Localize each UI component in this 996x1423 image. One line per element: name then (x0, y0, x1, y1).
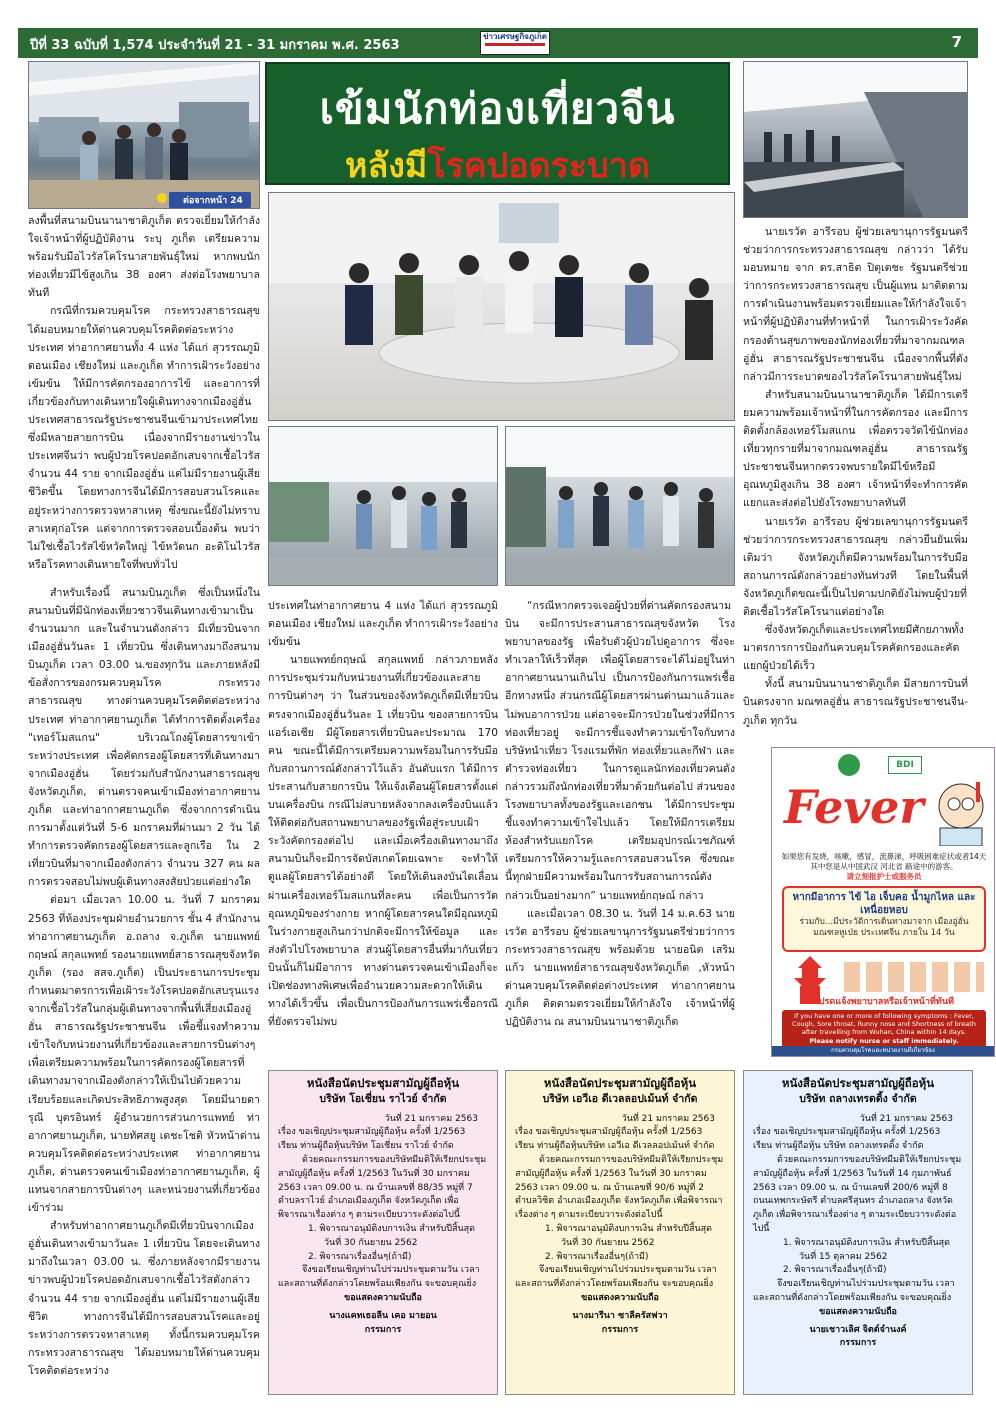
article-paragraph: และเมื่อเวลา 08.30 น. วันที่ 14 ม.ค.63 นายเรวัต อารีรอบ ผู้ช่วยเลขานุการรัฐมนตรีช่วยว่าการกระทรวงสาธารณสุข พร้อมด้วย นายอนิต เสริมแก้ว นายแพทย์สาธารณสุขจังหวัดภูเก็ต ,หัวหน้าด่านควบคุมโรคติดต่อต่างประเทศ ท่าอากาศยานภูเก็ต ติดตามตรวจเยี่ยมให้กำลังใจ เจ้าหน้าที่ผู้ปฏิบัติงาน ณ สนามบินนานาชาติภูเก็ต (505, 907, 735, 1029)
airport-scene-illustration (29, 62, 260, 209)
shareholder-notice-1: หนังสือนัดประชุมสามัญผู้ถือหุ้น บริษัท โอเชี่ยน ราไวย์ จำกัด วันที่ 21 มกราคม 2563 เรื่อง ขอเชิญประชุมสามัญผู้ถือหุ้น ครั้งที่ 1/2563 เรียน ท่านผู้ถือหุ้นบริษัท โอเชี่ยน ราไวย์ จำกัด ด้วยคณะกรรมการของบริษัทมีมติให้เรียกประชุมสามัญผู้ถือหุ้น ครั้งที่ 1/2563 ในวันที่ 30 มกราคม 2563 เวลา 09.00 น. ณ บ้านเลขที่ 88/35 หมู่ที่ 7 ตำบลราไวย์ อำเภอเมืองภูเก็ต จังหวัดภูเก็ต เพื่อพิจารณาเรื่องต่าง ๆ ตามระเบียบวาระดังต่อไปนี้ 1. พิจารณาอนุมัติงบการเงิน สำหรับปีสิ้นสุด วันที่ 30 กันยายน 2562 2. พิจารณาเรื่องอื่นๆ(ถ้ามี) จึงขอเรียนเชิญท่านไปร่วมประชุมตามวัน เวลา และสถานที่ดังกล่าวโดยพร้อมเพียงกัน จะขอบคุณยิ่ง ขอแสดงความนับถือ นางแคทเธอลีน เคอ มายอน กรรมการ (268, 1070, 498, 1395)
thai-notice-box: หากมีอาการ ไข้ ไอ เจ็บคอ น้ำมูกไหล และเหนื่อยหอบ ร่วมกับ...มีประวัติการเดินทางมาจาก เมืองอู่ฮั่น มณฑลหูเป่ย ประเทศจีน ภายใน 14 วัน (782, 886, 986, 952)
article-column-4 (743, 223, 968, 743)
meeting-scene-illustration (269, 193, 735, 421)
newspaper-logo: ข่าวเศรษฐกิจภูเก็ต (480, 31, 550, 55)
shareholder-notice-2: หนังสือนัดประชุมสามัญผู้ถือหุ้น บริษัท เอวีเอ ดีเวลลอปเม้นท์ จำกัด วันที่ 21 มกราคม 2563 เรื่อง ขอเชิญประชุมสามัญผู้ถือหุ้น ครั้งที่ 1/2563 เรียน ท่านผู้ถือหุ้นบริษัท เอวีเอ ดีเวลลอปเม้นท์ จำกัด ด้วยคณะกรรมการของบริษัทมีมติให้เรียกประชุมสามัญผู้ถือหุ้น ครั้งที่ 1/2563 ในวันที่ 30 มกราคม 2563 เวลา 09.00 น. ณ บ้านเลขที่ 90/6 หมู่ที่ 2 ตำบลวิชิต อำเภอเมืองภูเก็ต จังหวัดภูเก็ต เพื่อพิจารณาเรื่องต่าง ๆ ตามระเบียบวาระดังต่อไปนี้ 1. พิจารณาอนุมัติงบการเงิน สำหรับปีสิ้นสุด วันที่ 30 กันยายน 2562 2. พิจารณาเรื่องอื่นๆ(ถ้ามี) จึงขอเรียนเชิญท่านไปร่วมประชุมตามวัน เวลา และสถานที่ดังกล่าวโดยพร้อมเพียงกัน จะขอบคุณยิ่ง ขอแสดงความนับถือ นางมารีนา ซาลีครัสฟวา กรรมการ (505, 1070, 735, 1395)
continued-tag: ต่อจากหน้า 24 (169, 192, 251, 208)
article-column-1 (28, 212, 260, 1402)
article-paragraph: สำหรับท่าอากาศยานภูเก็ตมีเที่ยวบินจากเมืองอู่ฮั่นเดินทางเข้ามาวันละ 1 เที่ยวบิน โดยจะเดินทางมาถึงในเวลา 03.00 น. ซึ่งภายหลังจากมีรายงานข่าวพบผู้ป่วยโรคปอดอักเสบจากเชื้อไวรัสดังกล่าว จำนวน 44 ราย จากเมืองอู่ฮั่น แต่ไม่มีรายงานผู้เสียชีวิต ทางการจีนได้มีการสอบสวนโรคและอยู่ระหว่างการตรวจหาสาเหตุ ทั้งนี้กรมควบคุมโรค กระทรวงสาธารณสุข ได้มอบหมายให้ด่านควบคุมโรคติดต่อระหว่าง (28, 1220, 260, 1377)
page-header (18, 28, 978, 58)
inspection-walk-photo (268, 426, 498, 586)
article-paragraph: นายเรวัต อารีรอบ ผู้ช่วยเลขานุการรัฐมนตรีช่วยว่าการกระทรวงสาธารณสุข กล่าวว่า ได้รับมอบหมาย จาก ดร.สาธิต ปิตุเตชะ รัฐมนตรีช่วยว่าการกระทรวงสาธารณสุข เป็นผู้แทน มาติดตามการดำเนินงานพร้อมตรวจเยี่ยมและให้กำลังใจเจ้าหน้าที่ผู้ปฏิบัติงานที่ทำหน้าที่ ในการเฝ้าระวังคัดกรองด้านสุขภาพของนักท่องเที่ยวที่มาจากมณฑลอู่ฮั่น สาธารณรัฐประชาชนจีน เนื่องจากพื้นที่ดังกล่าวมีการระบาดของไวรัสโคโรนาสายพันธุ์ใหม่ (743, 226, 968, 383)
article-paragraph: นายแพทย์กฤษณ์ สกุลแพทย์ กล่าวภายหลังการประชุมร่วมกับหน่วยงานที่เกี่ยวข้องและสายการบินต่างๆ ว่า ในส่วนของจังหวัดภูเก็ตมีเที่ยวบินตรงจากเมืองอู่ฮั่นวันละ 1 เที่ยวบิน ของสายการบินแอร์เอเชีย มีผู้โดยสารเที่ยวบินละประมาณ 170 คน ขณะนี้ได้มีการเตรียมความพร้อมในการรับมือกับสถานการณ์ดังกล่าวไว้แล้ว อันดับแรก ได้มีการประสานกับสายการบิน ให้แจ้งเตือนผู้โดยสารตั้งแต่บนเครื่องบิน กรณีไม่สบายหลังจากลงเครื่องบินแล้วให้ติดต่อกับสถานพยาบาลของรัฐเพื่อสู่ระบบเฝ้าระวังคัดกรองต่อไป และเมื่อเครื่องเดินทางมาถึงสนามบินก็จะมีการจัดบัสเกตโดยเฉพาะ จะทำให้ดูแลผู้โดยสารได้อย่างดี โดยให้เดินลงบันไดเลื่อนผ่านเครื่องเทอร์โมสแกนที่ละคน เพื่อเป็นการวัดอุณหภูมิของร่างกาย หากผู้โดยสารคนใดมีอุณหภูมิในร่างกายสูงเกินกว่าปกติจะมีการให้ข้อมูล และส่งตัวไปโรงพยาบาล ส่วนผู้โดยสารอื่นที่มากับเที่ยวบินนั้นก็ไม่มีอาการ ทางด่านตรวจคนเข้าเมืองก็จะเปิดช่องทางพิเศษเพื่ออำนวยความสะดวกให้เดินทางได้เร็วขึ้น เพื่อเป็นการป้องกันการแพร่เชื้อกรณีที่ยังตรวจไม่พบ (268, 654, 498, 1029)
article-paragraph: “กรณีหากตรวจเจอผู้ป่วยที่ด่านคัดกรองสนามบิน จะมีการประสานสาธารณสุขจังหวัด โรงพยาบาลของรัฐ เพื่อรับตัวผู้ป่วยไปดูอาการ ซึ่งจะทำเวลาให้เร็วที่สุด เพื่อผู้โดยสารจะได้ไม่อยู่ในท่าอากาศยานนานเกินไป เป็นการป้องกันการแพร่เชื้ออีกทางหนึ่ง ส่วนกรณีผู้โดยสารผ่านด่านมาแล้วและไม่พบอาการป่วย แต่อาจจะมีการป่วยในช่วงที่มีการท่องเที่ยวอยู่ จะมีการชี้แจงทำความเข้าใจกับทางบริษัทนำเที่ยว โรงแรมที่พัก ท่องเที่ยวและกีฬา และตำรวจท่องเที่ยว ในการดูแลนักท่องเที่ยวคนดังกล่าวรวมถึงนักท่องเที่ยวที่มาด้วยกันต่อไป ส่วนของโรงพยาบาลทั้งของรัฐและเอกชน ได้มีการประชุมชี้แจงทำความเข้าใจไปแล้ว โดยให้มีการเตรียมห้องสำหรับแยกโรค เตรียมอุปกรณ์เวชภัณฑ์ เตรียมการให้ความรู้และการสอบสวนโรค ซึ่งขณะนี้ทุกฝ่ายมีความพร้อมในการรับสถานการณ์ดังกล่าวเป็นอย่างมาก” นายแพทย์กฤษณ์ กล่าว (505, 600, 735, 902)
article-paragraph: สำหรับสนามบินนานาชาติภูเก็ต ได้มีการเตรียมความพร้อมเจ้าหน้าที่ในการคัดกรอง และมีการติดตั้งกล้องเทอร์โมสแกน เพื่อตรวจวัดไข้นักท่องเที่ยวทุกรายที่มาจากมณฑลอู่ฮั่น สาธารณรัฐประชาชนจีนหากตรวจพบรายใดมีไข้หรือมีอุณหภูมิสูงเกิน 38 องศา เจ้าหน้าที่จะทำการคัดแยกและส่งต่อไปยังโรงพยาบาลทันที (743, 388, 968, 510)
article-paragraph: สำหรับเรื่องนี้ สนามบินภูเก็ต ซึ่งเป็นหนึ่งในสนามบินที่มีนักท่องเที่ยวชาวจีนเดินทางเข้ามาเป็นจำนวนมาก และในจำนวนดังกล่าว มีเที่ยวบินจากเมืองอู่ฮั่นวันละ 1 เที่ยวบิน ซึ่งเดินทางมาถึงสนามบินภูเก็ต เวลา 03.00 น.ของทุกวัน และภายหลังมีข้อสั่งการของกรมควบคุมโรค กระทรวงสาธารณสุข ทางด่านควบคุมโรคติดต่อระหว่างประเทศ ท่าอากาศยานภูเก็ต ได้ทำการติดตั้งเครื่อง "เทอร์โมสแกน" บริเวณโถงผู้โดยสารขาเข้าระหว่างประเทศ เพื่อคัดกรองผู้โดยสารที่เดินทางมาจากเมืองอู่ฮั่น โดยร่วมกับสำนักงานสาธารณสุขจังหวัดภูเก็ต, ด่านตรวจคนเข้าเมืองท่าอากาศยานภูเก็ต และท่าอากาศยานภูเก็ต ซึ่งจากการดำเนินการมาตั้งแต่วันที่ 5-6 มกราคมที่ผ่านมา 2 วัน ได้ทำการตรวจคัดกรองผู้โดยสารและลูกเรือ ใน 2 เที่ยวบินที่มาจากเมืองดังกล่าว จำนวน 327 คน ผลการตรวจสอบไม่พบผู้เดินทางสงสัยป่วยแต่อย่างใด (28, 586, 260, 889)
article-column-2 (268, 597, 498, 1067)
walk-scene-illustration (269, 427, 498, 586)
notify-staff-banner: โปรดแจ้งพยาบาลหรือเจ้าหน้าที่ทันที (814, 997, 954, 1007)
people-icons-row (844, 962, 984, 992)
airport-screening-photo (28, 61, 260, 209)
ministry-logo-icon (838, 754, 860, 776)
advert-footer: กรมควบคุมโรคและหน่วยงานที่เกี่ยวข้อง (772, 1046, 994, 1056)
article-paragraph: ซึ่งจังหวัดภูเก็ตและประเทศไทยมีศักยภาพทั้งมาตรการการป้องกันควบคุมโรคคัดกรองและคัดแยกผู้ป่วยได้เร็ว (743, 624, 964, 673)
fever-advert (771, 747, 995, 1057)
terminal-escalator-photo (743, 61, 968, 218)
article-paragraph: ทั้งนี้ สนามบินนานาชาติภูเก็ต มีสายการบินที่บินตรงจาก มณฑลอู่ฮั่น สาธารณรัฐประชาชนจีน- ภูเก็ต ทุกวัน (743, 678, 968, 727)
bullet-dot-icon (157, 193, 167, 203)
article-paragraph: ประเทศในท่าอากาศยาน 4 แห่ง ได้แก่ สุวรรณภูมิ ดอนเมือง เชียงใหม่ และภูเก็ต ทำการเฝ้าระวังอย่างเข้มข้น (268, 600, 498, 649)
shareholder-notice-3: หนังสือนัดประชุมสามัญผู้ถือหุ้น บริษัท ถลางเทรดดิ้ง จำกัด วันที่ 21 มกราคม 2563 เรื่อง ขอเชิญประชุมสามัญผู้ถือหุ้น ครั้งที่ 1/2563 เรียน ท่านผู้ถือหุ้น บริษัท ถลางเทรดดิ้ง จำกัด ด้วยคณะกรรมการของบริษัทมีมติให้เรียกประชุมสามัญผู้ถือหุ้น ครั้งที่ 1/2563 ในวันที่ 14 กุมภาพันธ์ 2563 เวลา 09.00 น. ณ บ้านเลขที่ 200/6 หมู่ที่ 8 ถนนเทพกระษัตรี ตำบลศรีสุนทร อำเภอถลาง จังหวัดภูเก็ต เพื่อพิจารณาเรื่องต่าง ๆ ตามระเบียบวาระดังต่อไปนี้ 1. พิจารณาอนุมัติงบการเงิน สำหรับปีสิ้นสุด วันที่ 15 ตุลาคม 2562 2. พิจารณาเรื่องอื่นๆ(ถ้ามี) จึงขอเรียนเชิญท่านไปร่วมประชุมตามวัน เวลา และสถานที่ดังกล่าวโดยพร้อมเพียงกัน จะขอบคุณยิ่ง ขอแสดงความนับถือ นายเชาวเลิศ จิตต์จำนงค์ กรรมการ (743, 1070, 973, 1395)
group-scene-illustration (506, 427, 735, 586)
headline-main: เข้มนักท่องเที่ยวจีน (319, 84, 676, 133)
fever-title: Fever (784, 780, 924, 834)
article-paragraph: นายเรวัต อารีรอบ ผู้ช่วยเลขานุการรัฐมนตรีช่วยว่าการกระทรวงสาธารณสุข กล่าวยืนยันเพิ่มเติมว่า จังหวัดภูเก็ตมีความพร้อมในการรับมือสถานการณ์ดังกล่าวอย่างทันท่วงที โดยในพื้นที่จังหวัดภูเก็ตขณะนี้เป็นไปตามปกติยังไม่พบผู้ป่วยที่ติดเชื้อไวรัสโคโรนาแต่อย่างใด (743, 515, 968, 618)
page-number: 7 (951, 33, 962, 51)
article-column-3 (505, 597, 735, 1067)
sick-cartoon-icon (930, 776, 992, 846)
headline-sub: หลังมีโรคปอดระบาด (345, 146, 650, 186)
article-paragraph: ต่อมา เมื่อเวลา 10.00 น. วันที่ 7 มกราคม 2563 ที่ห้องประชุมฝ่ายอำนวยการ ชั้น 4 สำนักงานท่าอากาศยานภูเก็ต อ.ถลาง จ.ภูเก็ต นายแพทย์กฤษณ์ สกุลแพทย์ รองนายแพทย์สาธารณสุขจังหวัดภูเก็ต (รอง สสจ.ภูเก็ต) เป็นประธานการประชุมกำหนดมาตรการเพื่อเฝ้าระวังโรคปอดอักเสบรุนแรงจากเชื้อไวรัสในกลุ่มผู้เดินทางจากพื้นที่เสี่ยงเมืองอู่ฮั่น สาธารณรัฐประชาชนจีน เพื่อชี้แจงทำความเข้าใจกับหน่วยงานที่เกี่ยวข้องและสายการบินต่างๆ เพื่อเตรียมความพร้อมในการคัดกรองผู้โดยสารที่เดินทางมาจากเมืองดังกล่าวให้เป็นไปด้วยความเรียบร้อยและเกิดประสิทธิภาพสูงสุด โดยมีนายดารุณี บุตรอินทร์ ผู้อำนวยการส่วนการแพทย์ ท่าอากาศยานภูเก็ต, นายทัศสยู เดชะโชติ หัวหน้าด่านควบคุมโรคติดต่อระหว่างประเทศ ท่าอากาศยานภูเก็ต, ด่านตรวจคนเข้าเมืองท่าอากาศยานภูเก็ต, ผู้แทนจากสายการบินต่างๆ และหน่วยงานที่เกี่ยวข้องเข้าร่วม (28, 894, 260, 1215)
article-paragraph: กรณีที่กรมควบคุมโรค กระทรวงสาธารณสุข ได้มอบหมายให้ด่านควบคุมโรคติดต่อระหว่างประเทศ ท่าอากาศยานทั้ง 4 แห่ง ได้แก่ สุวรรณภูมิ ดอนเมือง เชียงใหม่ และภูเก็ต ทำการเฝ้าระวังอย่างเข้มข้น ให้มีการคัดกรองอาการไข้ และอาการที่เกี่ยวข้องกับทางเดินหายใจผู้เดินทางจากเมืองอู่ฮั่น ประเทศสาธารณรัฐประชาชนจีนเข้ามาประเทศไทย ซึ่งมีหลายสายการบิน เนื่องจากมีรายงานข่าวในประเทศจีนว่า พบผู้ป่วยโรคปอดอักเสบจากเชื้อไวรัส จำนวน 44 ราย จากเมืองอู่ฮั่น แต่ไม่มีรายงานผู้เสียชีวิตขึ้น โดยทางการจีนได้มีการสอบสวนโรคและอยู่ระหว่างการตรวจหาสาเหตุ ซึ่งขณะนี้ยังไม่ทราบสาเหตุก่อโรค แต่จากการตรวจสอบเบื้องต้น พบว่า ไม่ใช่เชื้อไวรัสไข้หวัดใหญ่ ไข้หวัดนก อะดิโนไวรัส หรือโรคทางเดินหายใจที่พบทั่วไป (28, 305, 260, 571)
headline-box (265, 62, 730, 185)
article-paragraph: ลงพื้นที่สนามบินนานาชาติภูเก็ต ตรวจเยี่ยมให้กำลังใจเจ้าหน้าที่ผู้ปฏิบัติงาน ระบุ ภูเก็ต เตรียมความพร้อมรับมือไวรัสโคโรนาสายพันธุ์ใหม่ หากพบนักท่องเที่ยวมีไข้สูงเกิน 38 องศา ส่งต่อโรงพยาบาลทันที (28, 215, 260, 300)
english-notice-box: If you have one or more of following symptoms : Fever, Cough, Sore throat, Runny nose and Shortness of breath after travelling from Wuhan, China within 14 days. Please notify nurse or staff immediately. (782, 1010, 986, 1048)
meeting-room-photo (268, 192, 735, 421)
officials-group-photo (505, 426, 735, 586)
bdi-logo-icon: BDI (888, 756, 922, 774)
chinese-notice: 如果您有发烧，咳嗽，感冒，流鼻涕，呼吸困难症状或者14天其中您是从中国武汉 河北省 路途中的游客。 请立刻报护士或服务员 (781, 852, 987, 881)
issue-line: ปีที่ 33 ฉบับที่ 1,574 ประจำวันที่ 21 - 31 มกราคม พ.ศ. 2563 (30, 38, 400, 53)
terminal-scene-illustration (744, 62, 968, 218)
